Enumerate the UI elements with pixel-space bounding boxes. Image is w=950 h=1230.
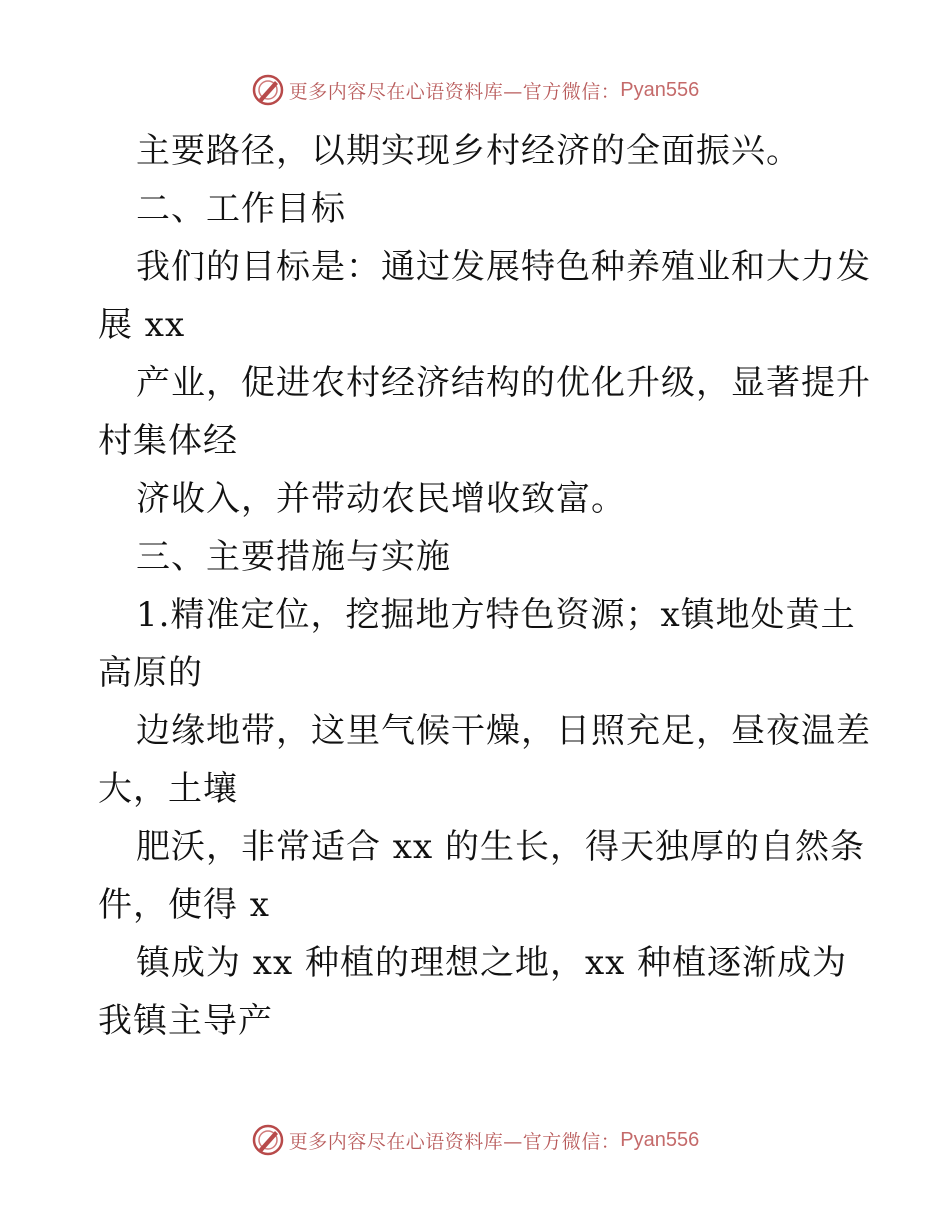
pen-logo-icon <box>251 73 285 107</box>
paragraph-line: 展 xx <box>98 305 186 345</box>
section-heading: 二、工作目标 <box>136 189 346 229</box>
paragraph-line: 边缘地带，这里气候干燥，日照充足，昼夜温差 <box>136 711 871 751</box>
paragraph-line: 高原的 <box>98 653 203 693</box>
pen-logo-icon <box>251 1123 285 1157</box>
paragraph-line: 济收入，并带动农民增收致富。 <box>136 479 626 519</box>
paragraph-line: 产业，促进农村经济结构的优化升级，显著提升 <box>136 363 871 403</box>
paragraph-line: 件，使得 x <box>98 885 270 925</box>
paragraph-line: 1.精准定位，挖掘地方特色资源；x镇地处黄土 <box>136 595 856 635</box>
header-text: 更多内容尽在心语资料库—官方微信： <box>288 80 621 103</box>
footer-watermark <box>0 1120 950 1160</box>
footer-wechat-id: Pyan556 <box>620 1128 700 1151</box>
paragraph-line: 镇成为 xx 种植的理想之地，xx 种植逐渐成为 <box>136 943 848 983</box>
paragraph-line: 主要路径，以期实现乡村经济的全面振兴。 <box>136 131 801 171</box>
paragraph-line: 大，土壤 <box>98 769 238 809</box>
paragraph-line: 肥沃，非常适合 xx 的生长，得天独厚的自然条 <box>136 827 865 867</box>
paragraph-line: 我镇主导产 <box>98 1001 273 1041</box>
paragraph-line: 我们的目标是：通过发展特色种养殖业和大力发 <box>136 247 871 287</box>
document-body <box>98 122 871 1050</box>
footer-text: 更多内容尽在心语资料库—官方微信： <box>288 1130 621 1153</box>
paragraph-line: 村集体经 <box>98 421 238 461</box>
header-wechat-id: Pyan556 <box>620 78 700 101</box>
section-heading: 三、主要措施与实施 <box>136 537 451 577</box>
header-watermark <box>0 70 950 110</box>
